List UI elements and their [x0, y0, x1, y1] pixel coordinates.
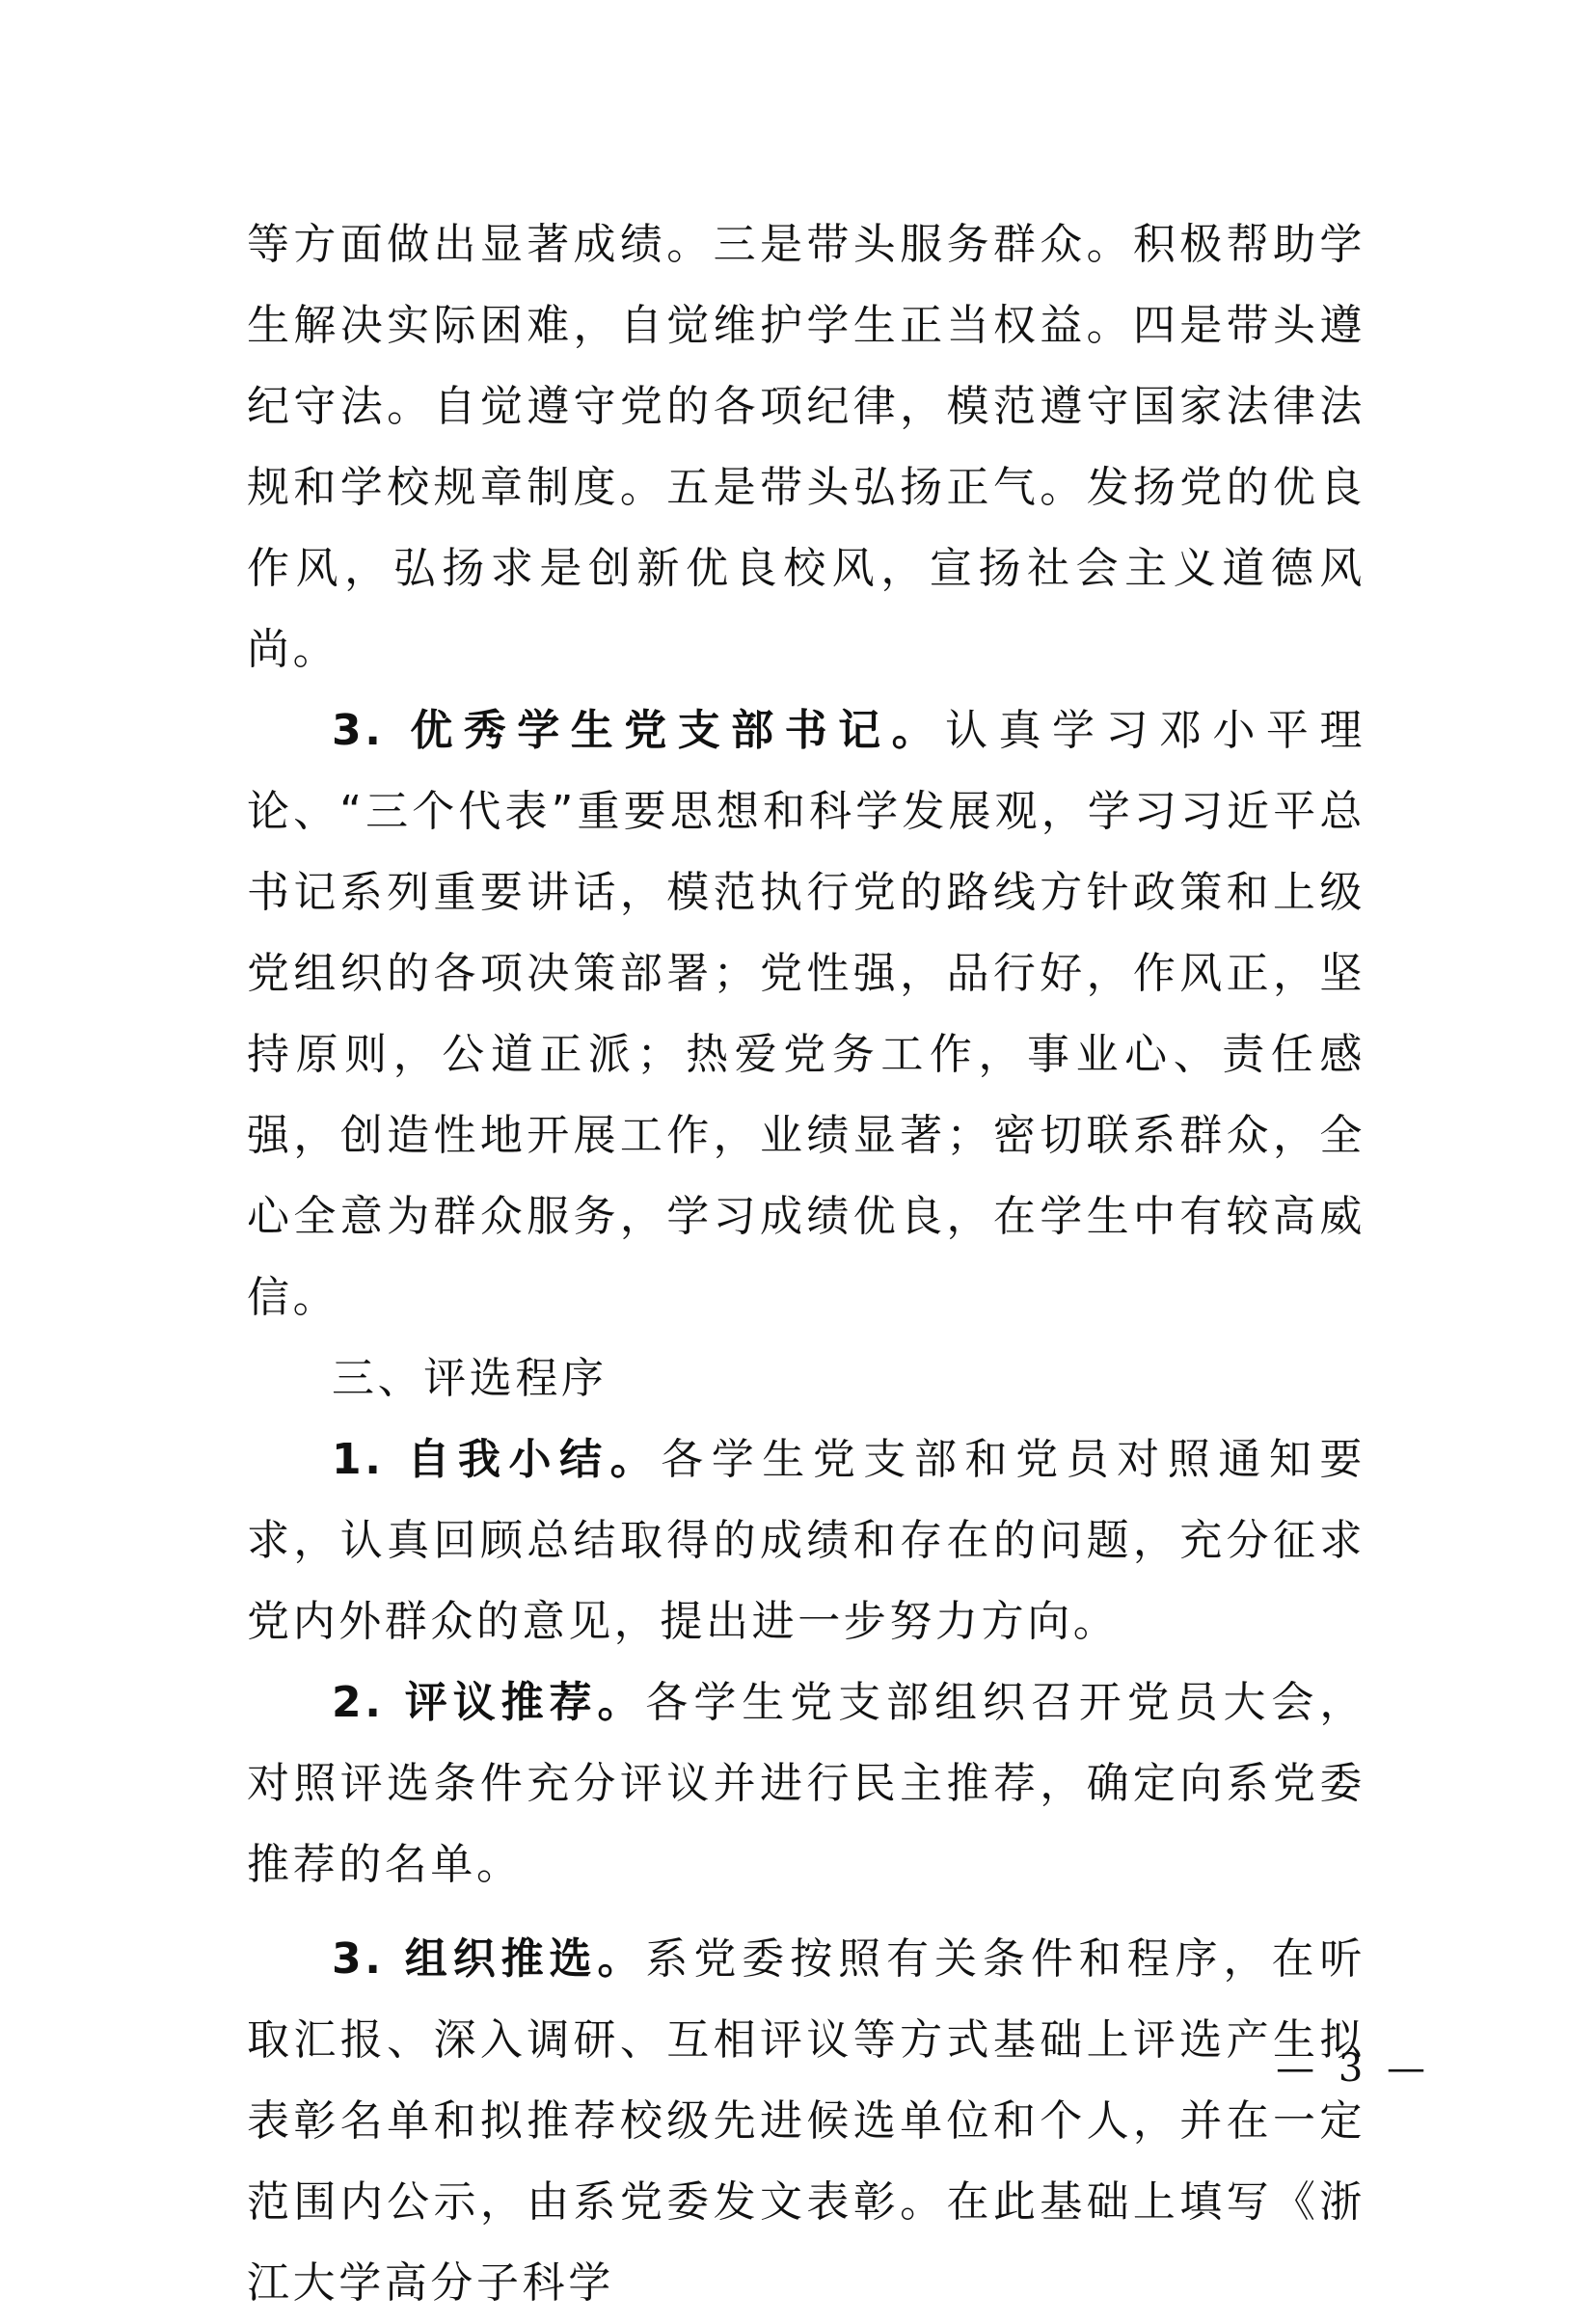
paragraph-self-summary [247, 1419, 1365, 1662]
paragraph-branch-secretary [247, 690, 1365, 1338]
paragraph-text: 等方面做出显著成绩。三是带头服务群众。积极帮助学生解决实际困难，自觉维护学生正当权益。四是带头遵纪守法。自觉遵守党的各项纪律，模范遵守国家法律法规和学校规章制度。五是带头弘扬正气。发扬党的优良作风，弘扬求是创新优良校风，宣扬社会主义道德风尚。 [247, 220, 1365, 674]
item-label-review-recommend: 2. 评议推荐。 [332, 1678, 646, 1727]
paragraph-review-recommend [247, 1662, 1365, 1905]
item-label-branch-secretary: 3. 优秀学生党支部书记。 [332, 706, 946, 755]
paragraph-text: 各学生党支部和党员对照通知要求，认真回顾总结取得的成绩和存在的问题，充分征求党内外群众的意见，提出进一步努力方向。 [247, 1435, 1365, 1646]
paragraph-text: 系党委按照有关条件和程序，在听取汇报、深入调研、互相评议等方式基础上评选产生拟表彰名单和拟推荐校级先进候选单位和个人，并在一定范围内公示，由系党委发文表彰。在此基础上填写《浙江大学高分子科学 [247, 1934, 1366, 2308]
paragraph-text: 认真学习邓小平理论、“三个代表”重要思想和科学发展观，学习习近平总书记系列重要讲话，模范执行党的路线方针政策和上级党组织的各项决策部署；党性强，品行好，作风正，坚持原则，公道正派；热爱党务工作，事业心、责任感强，创造性地开展工作，业绩显著；密切联系群众，全心全意为群众服务，学习成绩优良，在学生中有较高威信。 [247, 706, 1365, 1322]
paragraph-text: 各学生党支部组织召开党员大会，对照评选条件充分评议并进行民主推荐，确定向系党委推荐的名单。 [247, 1678, 1366, 1889]
page-number: — 3 — [1276, 2046, 1431, 2091]
item-label-organize-select: 3. 组织推选。 [332, 1934, 646, 1984]
paragraph-organize-select [247, 1919, 1365, 2324]
paragraph-continued [247, 204, 1365, 690]
item-label-self-summary: 1. 自我小结。 [332, 1435, 662, 1484]
section-heading-selection-procedure: 三、评选程序 [332, 1354, 608, 1403]
document-body [247, 204, 1365, 2324]
